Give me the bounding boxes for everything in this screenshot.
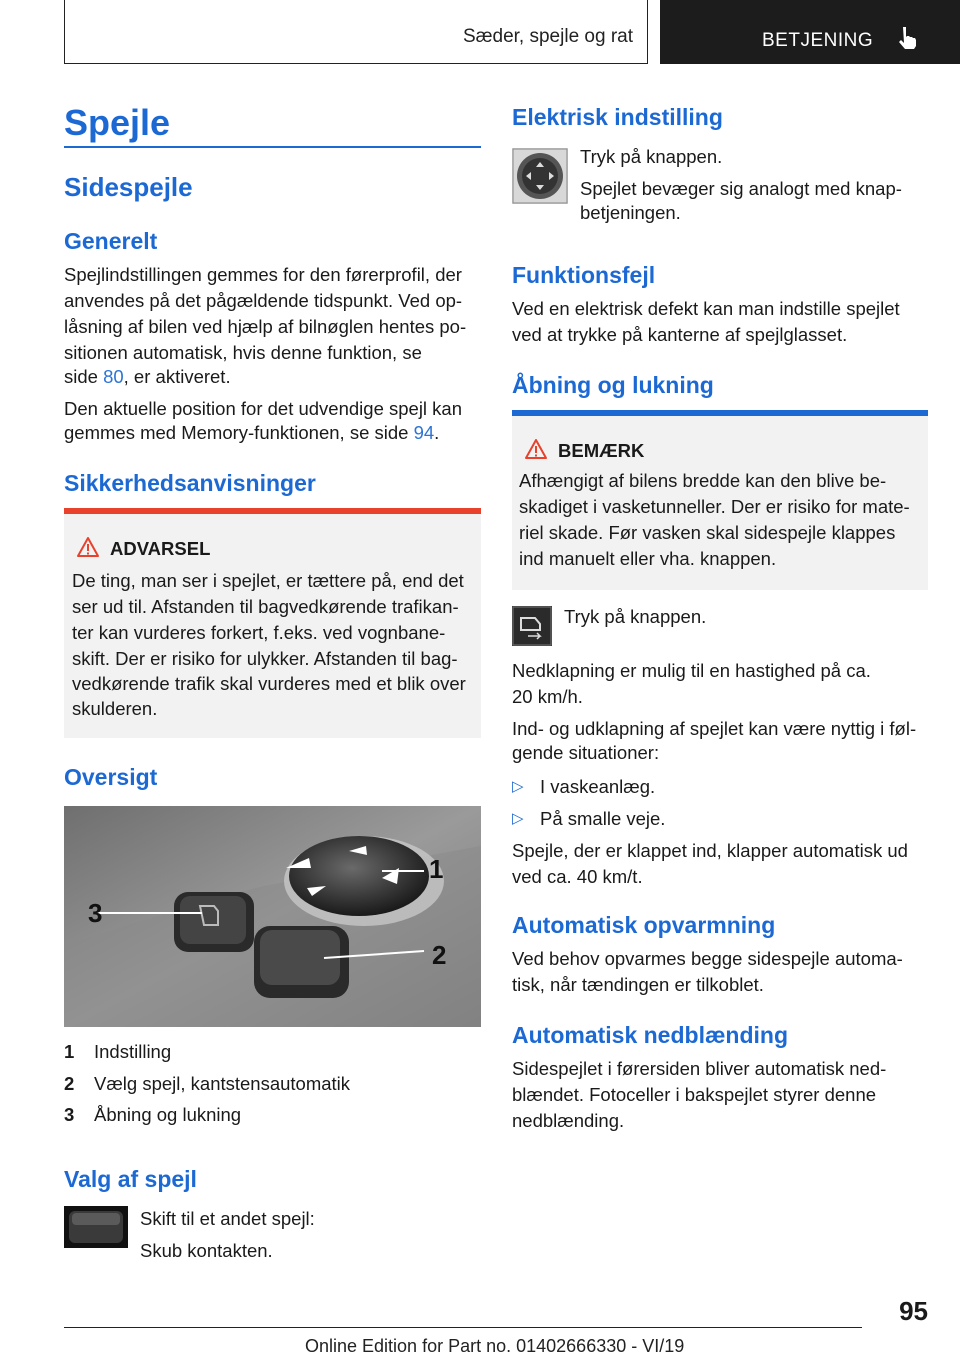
heading-aabning-og-lukning: Åbning og lukning bbox=[512, 372, 714, 398]
generelt-p2-line-2: gemmes med Memory-funktionen, se side 94. bbox=[64, 422, 440, 443]
aabning-p2-line-1: Ind- og udklapning af spejlet kan være nyttig i føl- bbox=[512, 718, 917, 739]
generelt-p2-line-1: Den aktuelle position for det udvendige spejl kan bbox=[64, 398, 463, 419]
elektrisk-line-1: Tryk på knappen. bbox=[580, 146, 723, 167]
opvarmning-line-1: Ved behov opvarmes begge sidespejle automa- bbox=[512, 948, 903, 969]
note-box bbox=[512, 410, 928, 590]
warning-title: ADVARSEL bbox=[110, 538, 211, 559]
aabning-press: Tryk på knappen. bbox=[564, 606, 707, 627]
elektrisk-line-2: Spejlet bevæger sig analogt med knap- bbox=[580, 178, 902, 199]
note-line-2: skadiget i vasketunneller. Der er risiko for mate- bbox=[519, 496, 910, 517]
footer-rule bbox=[64, 1327, 862, 1328]
legend-text-2: Vælg spejl, kantstensautomatik bbox=[94, 1073, 351, 1094]
warning-line-3: ter kan vurderes forkert, f.eks. ved vognbane- bbox=[72, 622, 446, 643]
bullet-item-2: På smalle veje. bbox=[540, 808, 666, 829]
heading-oversigt: Oversigt bbox=[64, 764, 158, 790]
page-ref-link[interactable]: 80 bbox=[103, 366, 124, 387]
warning-triangle-icon bbox=[524, 438, 548, 460]
generelt-line-4: sitionen automatisk, hvis denne funktion, se bbox=[64, 342, 422, 363]
footer-edition: Online Edition for Part no. 01402666330 - VI/19 bbox=[305, 1336, 685, 1356]
heading-generelt: Generelt bbox=[64, 228, 158, 254]
legend-text-1: Indstilling bbox=[94, 1041, 172, 1062]
warning-triangle-icon bbox=[76, 536, 100, 558]
page-title: Spejle bbox=[64, 102, 171, 143]
bullet-triangle-icon: ▷ bbox=[512, 778, 524, 795]
heading-automatisk-nedblaending: Automatisk nedblænding bbox=[512, 1022, 788, 1048]
aabning-p1-line-2: 20 km/h. bbox=[512, 686, 583, 707]
note-line-1: Afhængigt af bilens bredde kan den blive be- bbox=[519, 470, 887, 491]
aabning-p2-line-2: gende situationer: bbox=[512, 742, 660, 763]
generelt-line-5: side 80, er aktiveret. bbox=[64, 366, 231, 387]
warning-line-4: skift. Der er risiko for ulykker. Afstanden til bag- bbox=[72, 648, 458, 669]
legend-text-3: Åbning og lukning bbox=[94, 1104, 242, 1125]
heading-automatisk-opvarmning: Automatisk opvarmning bbox=[512, 912, 776, 938]
note-line-4: ind manuelt eller vha. knappen. bbox=[519, 548, 777, 569]
warning-box bbox=[64, 508, 481, 738]
warning-line-2: ser ud til. Afstanden til bagvedkørende trafikan- bbox=[72, 596, 459, 617]
heading-funktionsfejl: Funktionsfejl bbox=[512, 262, 656, 288]
note-bar bbox=[512, 410, 928, 416]
nedblaending-line-1: Sidespejlet i førersiden bliver automatisk ned- bbox=[512, 1058, 887, 1079]
generelt-line-2: anvendes på det pågældende tidspunkt. Ved op- bbox=[64, 290, 463, 311]
legend-num-3: 3 bbox=[64, 1104, 75, 1125]
heading-elektrisk-indstilling: Elektrisk indstilling bbox=[512, 104, 723, 130]
title-rule bbox=[64, 146, 481, 148]
warning-line-1: De ting, man ser i spejlet, er tættere på, end det bbox=[72, 570, 464, 591]
note-line-3: riel skade. Før vasken skal sidespejle klappes bbox=[519, 522, 896, 543]
bullet-triangle-icon: ▷ bbox=[512, 810, 524, 827]
opvarmning-line-2: tisk, når tændingen er tilkoblet. bbox=[512, 974, 764, 995]
photo-label-1: 1 bbox=[429, 854, 444, 884]
generelt-line-3: låsning af bilen ved hjælp af bilnøglen hentes po- bbox=[64, 316, 467, 337]
funktionsfejl-line-2: ved at trykke på kanterne af spejlglasset. bbox=[512, 324, 848, 345]
heading-sidespejle: Sidespejle bbox=[64, 172, 193, 202]
aabning-p1-line-1: Nedklapning er mulig til en hastighed på ca. bbox=[512, 660, 871, 681]
warning-line-5: vedkørende trafik skal vurderes med et blik over bbox=[72, 673, 466, 694]
generelt-line-1: Spejlindstillingen gemmes for den førerprofil, der bbox=[64, 264, 462, 285]
valg-line-2: Skub kontakten. bbox=[140, 1240, 273, 1261]
heading-valg-af-spejl: Valg af spejl bbox=[64, 1166, 197, 1192]
bullet-item-1: I vaskeanlæg. bbox=[540, 776, 656, 797]
valg-line-1: Skift til et andet spejl: bbox=[140, 1208, 315, 1229]
photo-label-2: 2 bbox=[432, 940, 447, 970]
mirror-fold-button-icon bbox=[512, 606, 552, 646]
warning-bar bbox=[64, 508, 481, 514]
mirror-select-switch-icon bbox=[64, 1206, 128, 1248]
legend-num-1: 1 bbox=[64, 1041, 75, 1062]
elektrisk-line-3: betjeningen. bbox=[580, 202, 681, 223]
aabning-p3-line-1: Spejle, der er klappet ind, klapper automatisk ud bbox=[512, 840, 908, 861]
mirror-adjust-button-icon bbox=[512, 148, 568, 204]
nedblaending-line-2: blændet. Fotoceller i bakspejlet styrer denne bbox=[512, 1084, 877, 1105]
header-chapter-tab bbox=[660, 0, 960, 64]
nedblaending-line-3: nedblænding. bbox=[512, 1110, 625, 1131]
heading-sikkerhedsanvisninger: Sikkerhedsanvisninger bbox=[64, 470, 316, 496]
note-title: BEMÆRK bbox=[558, 440, 645, 461]
photo-label-3: 3 bbox=[88, 898, 103, 928]
pointing-hand-icon bbox=[894, 25, 920, 51]
warning-line-6: skulderen. bbox=[72, 698, 158, 719]
header-section-tab bbox=[64, 0, 648, 64]
aabning-p3-line-2: ved ca. 40 km/t. bbox=[512, 866, 643, 887]
page-number: 95 bbox=[899, 1296, 928, 1326]
page-ref-link[interactable]: 94 bbox=[413, 422, 435, 443]
mirror-controls-photo bbox=[64, 806, 481, 1027]
funktionsfejl-line-1: Ved en elektrisk defekt kan man indstille spejlet bbox=[512, 298, 900, 319]
legend-num-2: 2 bbox=[64, 1073, 75, 1094]
header-section-title: Sæder, spejle og rat bbox=[462, 26, 633, 47]
header-chapter-title: BETJENING bbox=[762, 30, 874, 51]
